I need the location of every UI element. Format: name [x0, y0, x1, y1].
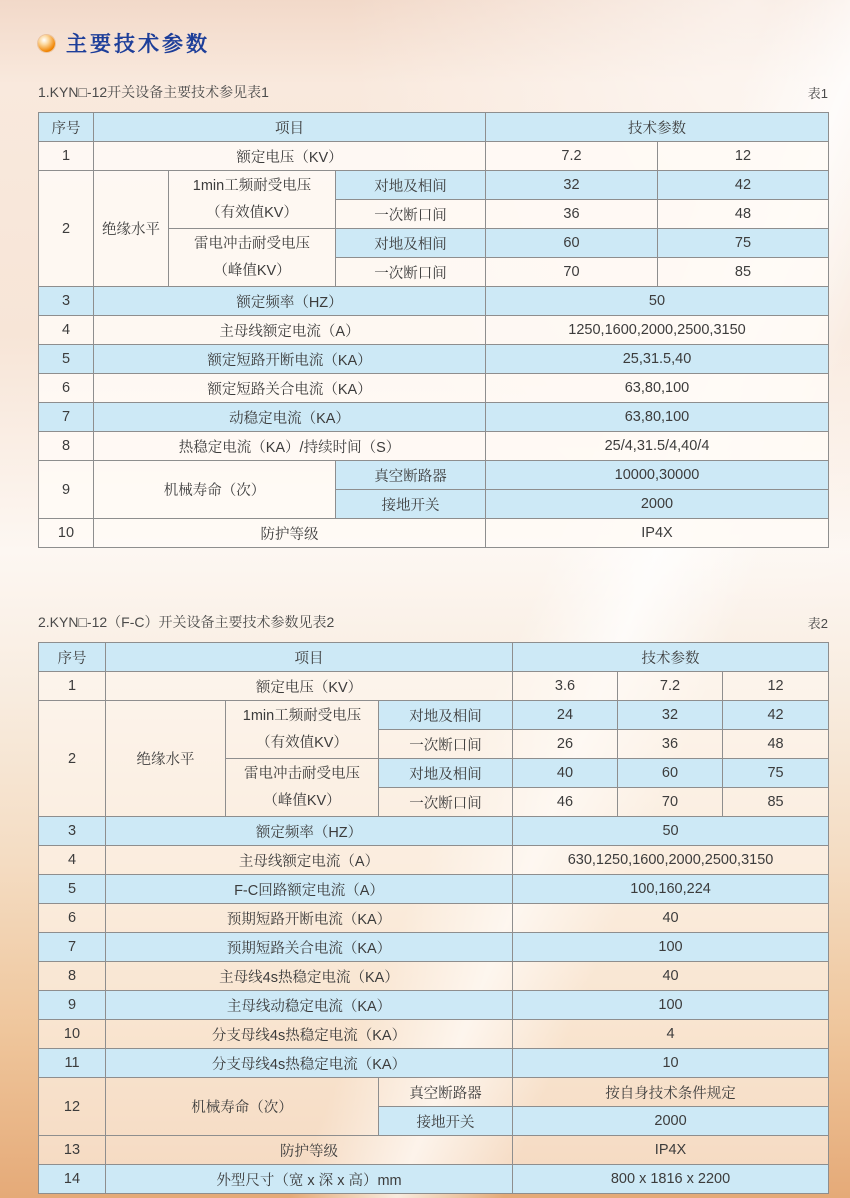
item-cell: 热稳定电流（KA）/持续时间（S）: [94, 432, 486, 461]
value-cell: 25,31.5,40: [486, 345, 829, 374]
table-header-row: [39, 643, 829, 672]
table-row: [39, 991, 829, 1020]
desc-line: （有效值KV）: [206, 204, 298, 221]
table-row: [39, 171, 829, 200]
table-row: [39, 1049, 829, 1078]
value-cell: 10000,30000: [486, 461, 829, 490]
table1-caption-row: [38, 82, 828, 102]
seq-cell: 14: [39, 1165, 106, 1194]
seq-cell: 8: [39, 962, 106, 991]
desc-line: （峰值KV）: [263, 792, 341, 809]
value-cell: 60: [486, 229, 658, 258]
table-row: [39, 904, 829, 933]
item-cell: 主母线额定电流（A）: [94, 316, 486, 345]
value-cell: 63,80,100: [486, 374, 829, 403]
seq-cell: 10: [39, 519, 94, 548]
sub-item-cell: 一次断口间: [336, 258, 486, 287]
value-cell: 36: [618, 730, 723, 759]
sub-item-cell: 对地及相间: [379, 701, 513, 730]
table-row: [39, 461, 829, 490]
seq-cell: 9: [39, 991, 106, 1020]
value-cell: 40: [513, 962, 829, 991]
seq-cell: 1: [39, 672, 106, 701]
seq-header-cell: 序号: [39, 643, 106, 672]
value-cell: 24: [513, 701, 618, 730]
seq-cell: 7: [39, 933, 106, 962]
item-cell: 额定短路开断电流（KA）: [94, 345, 486, 374]
value-cell: 2000: [513, 1107, 829, 1136]
item-cell: 防护等级: [94, 519, 486, 548]
item-cell: 主母线额定电流（A）: [106, 846, 513, 875]
item-cell: 预期短路关合电流（KA）: [106, 933, 513, 962]
table-row: [39, 519, 829, 548]
table-row: [39, 142, 829, 171]
table-header-row: [39, 113, 829, 142]
table-row: [39, 846, 829, 875]
seq-cell: 5: [39, 345, 94, 374]
item-cell: 分支母线4s热稳定电流（KA）: [106, 1020, 513, 1049]
seq-cell: 11: [39, 1049, 106, 1078]
table1-tag: 表1: [807, 86, 828, 101]
sub-item-cell: 一次断口间: [336, 200, 486, 229]
sub-item-cell: 对地及相间: [379, 759, 513, 788]
seq-header-cell: 序号: [39, 113, 94, 142]
seq-cell: 9: [39, 461, 94, 519]
item-header-cell: 项目: [94, 113, 486, 142]
item-cell: 额定电压（KV）: [106, 672, 513, 701]
sub-item-cell: 接地开关: [336, 490, 486, 519]
seq-cell: 7: [39, 403, 94, 432]
value-cell: 70: [618, 788, 723, 817]
value-cell: 85: [723, 788, 829, 817]
table-row: [39, 701, 829, 730]
item-cell: 预期短路开断电流（KA）: [106, 904, 513, 933]
item-cell: 机械寿命（次）: [94, 461, 336, 519]
seq-cell: 3: [39, 287, 94, 316]
section-bullet-icon: [38, 35, 55, 52]
param-header-cell: 技术参数: [513, 643, 829, 672]
seq-cell: 13: [39, 1136, 106, 1165]
group-cell: 绝缘水平: [106, 701, 226, 817]
seq-cell: 1: [39, 142, 94, 171]
value-cell: 46: [513, 788, 618, 817]
table2-caption-row: [38, 612, 828, 632]
value-cell: 100: [513, 991, 829, 1020]
value-cell: 7.2: [618, 672, 723, 701]
value-cell: 50: [486, 287, 829, 316]
table-row: [39, 672, 829, 701]
value-cell: 26: [513, 730, 618, 759]
sub-item-cell: 真空断路器: [336, 461, 486, 490]
value-cell: 32: [486, 171, 658, 200]
value-cell: 32: [618, 701, 723, 730]
value-cell: 50: [513, 817, 829, 846]
table2-caption: 2.KYN□-12（F-C）开关设备主要技术参数见表2: [38, 614, 335, 630]
desc-line: （峰值KV）: [213, 262, 291, 279]
desc-cell: [226, 759, 379, 817]
seq-cell: 6: [39, 374, 94, 403]
desc-line: 雷电冲击耐受电压: [244, 765, 360, 782]
item-cell: 分支母线4s热稳定电流（KA）: [106, 1049, 513, 1078]
value-cell: 按自身技术条件规定: [513, 1078, 829, 1107]
table-row: [39, 1136, 829, 1165]
value-cell: 630,1250,1600,2000,2500,3150: [513, 846, 829, 875]
seq-cell: 8: [39, 432, 94, 461]
value-cell: 75: [723, 759, 829, 788]
value-cell: 800 x 1816 x 2200: [513, 1165, 829, 1194]
item-cell: 动稳定电流（KA）: [94, 403, 486, 432]
seq-cell: 5: [39, 875, 106, 904]
desc-cell: [169, 229, 336, 287]
value-cell: 85: [658, 258, 829, 287]
desc-line: 1min工频耐受电压: [242, 707, 362, 724]
value-cell: 40: [513, 904, 829, 933]
value-cell: 63,80,100: [486, 403, 829, 432]
sub-item-cell: 真空断路器: [379, 1078, 513, 1107]
table-row: [39, 962, 829, 991]
sub-item-cell: 接地开关: [379, 1107, 513, 1136]
value-cell: 60: [618, 759, 723, 788]
table-row: [39, 933, 829, 962]
value-cell: 70: [486, 258, 658, 287]
value-cell: 42: [658, 171, 829, 200]
value-cell: 48: [658, 200, 829, 229]
table-row: [39, 1165, 829, 1194]
sub-item-cell: 对地及相间: [336, 229, 486, 258]
value-cell: 1250,1600,2000,2500,3150: [486, 316, 829, 345]
value-cell: 7.2: [486, 142, 658, 171]
seq-cell: 10: [39, 1020, 106, 1049]
item-cell: 防护等级: [106, 1136, 513, 1165]
item-cell: 额定短路关合电流（KA）: [94, 374, 486, 403]
table-row: [39, 1020, 829, 1049]
table-row: [39, 345, 829, 374]
value-cell: IP4X: [486, 519, 829, 548]
item-cell: 额定电压（KV）: [94, 142, 486, 171]
value-cell: 12: [658, 142, 829, 171]
table-row: [39, 403, 829, 432]
item-cell: 外型尺寸（宽 x 深 x 高）mm: [106, 1165, 513, 1194]
value-cell: 36: [486, 200, 658, 229]
desc-cell: [226, 701, 379, 759]
item-cell: 主母线动稳定电流（KA）: [106, 991, 513, 1020]
value-cell: 2000: [486, 490, 829, 519]
table-row: [39, 1078, 829, 1107]
param-header-cell: 技术参数: [486, 113, 829, 142]
desc-line: （有效值KV）: [256, 734, 348, 751]
group-cell: 绝缘水平: [94, 171, 169, 287]
seq-cell: 2: [39, 701, 106, 817]
value-cell: 100,160,224: [513, 875, 829, 904]
value-cell: 42: [723, 701, 829, 730]
desc-cell: [169, 171, 336, 229]
value-cell: 12: [723, 672, 829, 701]
table-row: [39, 432, 829, 461]
sub-item-cell: 对地及相间: [336, 171, 486, 200]
table-row: [39, 875, 829, 904]
item-cell: F-C回路额定电流（A）: [106, 875, 513, 904]
value-cell: 10: [513, 1049, 829, 1078]
value-cell: 4: [513, 1020, 829, 1049]
table-row: [39, 316, 829, 345]
item-cell: 额定频率（HZ）: [94, 287, 486, 316]
table-row: [39, 287, 829, 316]
sub-item-cell: 一次断口间: [379, 730, 513, 759]
seq-cell: 2: [39, 171, 94, 287]
item-header-cell: 项目: [106, 643, 513, 672]
value-cell: 48: [723, 730, 829, 759]
desc-line: 1min工频耐受电压: [192, 177, 312, 194]
value-cell: 3.6: [513, 672, 618, 701]
table2: [38, 642, 829, 1194]
sub-item-cell: 一次断口间: [379, 788, 513, 817]
table-row: [39, 817, 829, 846]
item-cell: 主母线4s热稳定电流（KA）: [106, 962, 513, 991]
table2-tag: 表2: [807, 616, 828, 631]
value-cell: 40: [513, 759, 618, 788]
item-cell: 机械寿命（次）: [106, 1078, 379, 1136]
seq-cell: 3: [39, 817, 106, 846]
table-row: [39, 374, 829, 403]
seq-cell: 12: [39, 1078, 106, 1136]
section-header: [38, 30, 828, 56]
page-title: 主要技术参数: [66, 33, 210, 56]
seq-cell: 6: [39, 904, 106, 933]
value-cell: 25/4,31.5/4,40/4: [486, 432, 829, 461]
value-cell: 100: [513, 933, 829, 962]
seq-cell: 4: [39, 316, 94, 345]
value-cell: 75: [658, 229, 829, 258]
seq-cell: 4: [39, 846, 106, 875]
item-cell: 额定频率（HZ）: [106, 817, 513, 846]
value-cell: IP4X: [513, 1136, 829, 1165]
table1-caption: 1.KYN□-12开关设备主要技术参见表1: [38, 84, 269, 100]
desc-line: 雷电冲击耐受电压: [194, 235, 310, 252]
table1: [38, 112, 829, 548]
